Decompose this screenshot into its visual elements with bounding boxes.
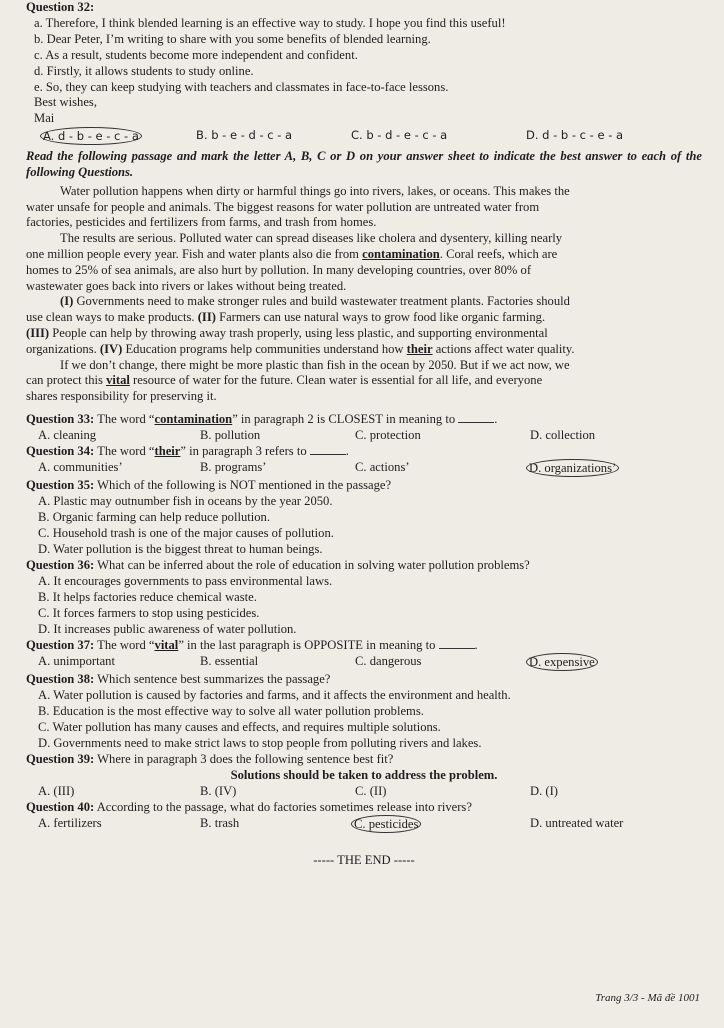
q34-options: [26, 459, 702, 477]
q39-option-a[interactable]: A. (III): [38, 784, 75, 798]
q39-options: [26, 783, 702, 799]
q34-option-b[interactable]: B. programs’: [200, 460, 267, 474]
q32-option-a[interactable]: A. d - b - e - c - a: [34, 127, 196, 145]
passage-p3-line-2: use clean ways to make products. (II) Farmers can use natural ways to grow food like organic farming.: [26, 310, 546, 325]
question-33: [26, 411, 702, 443]
q34-option-d[interactable]: D. organizations’: [530, 459, 619, 477]
q36-stem: Question 36: What can be inferred about the role of education in solving water pollution problems?: [26, 558, 530, 572]
q36-option-b[interactable]: B. It helps factories reduce chemical waste.: [38, 590, 257, 604]
question-36: [26, 557, 702, 637]
q33-stem: Question 33: The word “contamination” in paragraph 2 is CLOSEST in meaning to .: [26, 412, 498, 426]
q39-sentence: Solutions should be taken to address the problem.: [230, 768, 498, 782]
q37-option-a[interactable]: A. unimportant: [38, 654, 115, 668]
q40-options: [26, 815, 702, 833]
question-34: [26, 443, 702, 477]
reading-passage: [26, 184, 702, 405]
q32-line-b: b. Dear Peter, I’m writing to share with you some benefits of blended learning.: [34, 31, 431, 46]
question-37: [26, 637, 702, 671]
q38-option-b[interactable]: B. Education is the most effective way to solve all water pollution problems.: [38, 704, 424, 718]
q34-option-c[interactable]: C. actions’: [355, 460, 410, 474]
passage-p1-line-1: Water pollution happens when dirty or harmful things go into rivers, lakes, or oceans. This makes the: [60, 183, 570, 198]
q40-stem: Question 40: According to the passage, what do factories sometimes release into rivers?: [26, 800, 472, 814]
q32-line-d: d. Firstly, it allows students to study online.: [34, 63, 254, 78]
q33-option-c[interactable]: C. protection: [355, 428, 421, 442]
q39-stem: Question 39: Where in paragraph 3 does the following sentence best fit?: [26, 752, 394, 766]
q32-option-d[interactable]: D. d - b - c - e - a: [526, 128, 624, 143]
q37-option-c[interactable]: C. dangerous: [355, 654, 422, 668]
passage-p1-line-2: water unsafe for people and animals. The biggest reasons for water pollution are untreated water from: [26, 199, 540, 214]
q36-option-d[interactable]: D. It increases public awareness of water pollution.: [38, 622, 297, 636]
q32-line-e: e. So, they can keep studying with teachers and classmates in face-to-face lessons.: [34, 79, 449, 94]
q32-option-b[interactable]: B. b - e - d - c - a: [196, 128, 293, 143]
passage-p3-line-4: organizations. (IV) Education programs help communities understand how their actions affect water quality.: [26, 341, 575, 356]
passage-p3-line-3: (III) People can help by throwing away trash properly, using less plastic, and supporting environmental: [26, 326, 548, 341]
q32-line-a: a. Therefore, I think blended learning is an effective way to study. I hope you find this useful!: [34, 15, 506, 30]
question-35: [26, 477, 702, 557]
question-38: [26, 671, 702, 751]
q33-option-b[interactable]: B. pollution: [200, 428, 261, 442]
q39-option-c[interactable]: C. (II): [355, 784, 387, 798]
q33-options: [26, 427, 702, 443]
question-32: [26, 0, 702, 145]
q40-option-a[interactable]: A. fertilizers: [38, 816, 102, 830]
q33-option-a[interactable]: A. cleaning: [38, 428, 97, 442]
q35-option-c[interactable]: C. Household trash is one of the major causes of pollution.: [38, 526, 334, 540]
q35-option-d[interactable]: D. Water pollution is the biggest threat to human beings.: [38, 542, 323, 556]
q40-option-d[interactable]: D. untreated water: [530, 816, 624, 830]
q34-option-a[interactable]: A. communities’: [38, 460, 123, 474]
reading-instruction: Read the following passage and mark the letter A, B, C or D on your answer sheet to indicate the best answer to each of the following Questions.: [26, 149, 702, 180]
q40-option-c[interactable]: C. pesticides: [355, 815, 530, 833]
q35-option-b[interactable]: B. Organic farming can help reduce pollution.: [38, 510, 270, 524]
q36-option-c[interactable]: C. It forces farmers to stop using pesticides.: [38, 606, 260, 620]
q37-option-b[interactable]: B. essential: [200, 654, 259, 668]
word-contamination: contamination: [362, 247, 440, 262]
q32-options: [26, 127, 702, 145]
q35-stem: Question 35: Which of the following is NOT mentioned in the passage?: [26, 478, 392, 492]
q37-option-d[interactable]: D. expensive: [530, 653, 598, 671]
passage-p4-line-2: can protect this vital resource of water for the future. Clean water is essential for all life, and everyone: [26, 373, 543, 388]
q39-option-b[interactable]: B. (IV): [200, 784, 237, 798]
q33-option-d[interactable]: D. collection: [530, 428, 596, 442]
q38-stem: Question 38: Which sentence best summarizes the passage?: [26, 672, 331, 686]
q32-signature: Mai: [34, 111, 55, 126]
passage-p3-line-1: (I) Governments need to make stronger rules and build wastewater treatment plants. Factories should: [60, 294, 570, 309]
passage-p2-line-3: homes to 25% of sea animals, are also hurt by pollution. In many developing countries, over 80% of: [26, 262, 532, 277]
q38-option-a[interactable]: A. Water pollution is caused by factories and farms, and it affects the environment and health.: [38, 688, 511, 702]
passage-p2-line-2: one million people every year. Fish and water plants also die from contamination. Coral reefs, which are: [26, 247, 558, 262]
passage-p2-line-4: wastewater goes back into rivers or lakes without being treated.: [26, 278, 347, 293]
word-their: their: [406, 341, 433, 356]
q32-option-c[interactable]: C. b - d - e - c - a: [351, 128, 448, 143]
the-end-marker: ----- THE END -----: [313, 853, 415, 867]
question-39: [26, 751, 702, 799]
q38-option-d[interactable]: D. Governments need to make strict laws to stop people from polluting rivers and lakes.: [38, 736, 482, 750]
q37-options: [26, 653, 702, 671]
q36-option-a[interactable]: A. It encourages governments to pass environmental laws.: [38, 574, 333, 588]
question-40: [26, 799, 702, 833]
q37-stem: Question 37: The word “vital” in the last paragraph is OPPOSITE in meaning to .: [26, 638, 478, 652]
q32-closing: Best wishes,: [34, 95, 97, 110]
q35-option-a[interactable]: A. Plastic may outnumber fish in oceans by the year 2050.: [38, 494, 333, 508]
q34-stem: Question 34: The word “their” in paragraph 3 refers to .: [26, 444, 349, 458]
passage-p2-line-1: The results are serious. Polluted water can spread diseases like cholera and dysentery, killing nearly: [60, 231, 563, 246]
q32-line-c: c. As a result, students become more independent and confident.: [34, 47, 358, 62]
passage-p1-line-3: factories, pesticides and fertilizers from farms, and trash from homes.: [26, 215, 377, 230]
q40-option-b[interactable]: B. trash: [200, 816, 240, 830]
q38-option-c[interactable]: C. Water pollution has many causes and effects, and requires multiple solutions.: [38, 720, 441, 734]
word-vital: vital: [106, 373, 130, 388]
q39-option-d[interactable]: D. (I): [530, 784, 558, 798]
passage-p4-line-1: If we don’t change, there might be more plastic than fish in the ocean by 2050. But if we act now, we: [60, 357, 570, 372]
page-footer: Trang 3/3 - Mã đề 1001: [595, 992, 700, 1004]
question-32-title: Question 32:: [26, 0, 95, 14]
passage-p4-line-3: shares responsibility for preserving it.: [26, 389, 217, 404]
